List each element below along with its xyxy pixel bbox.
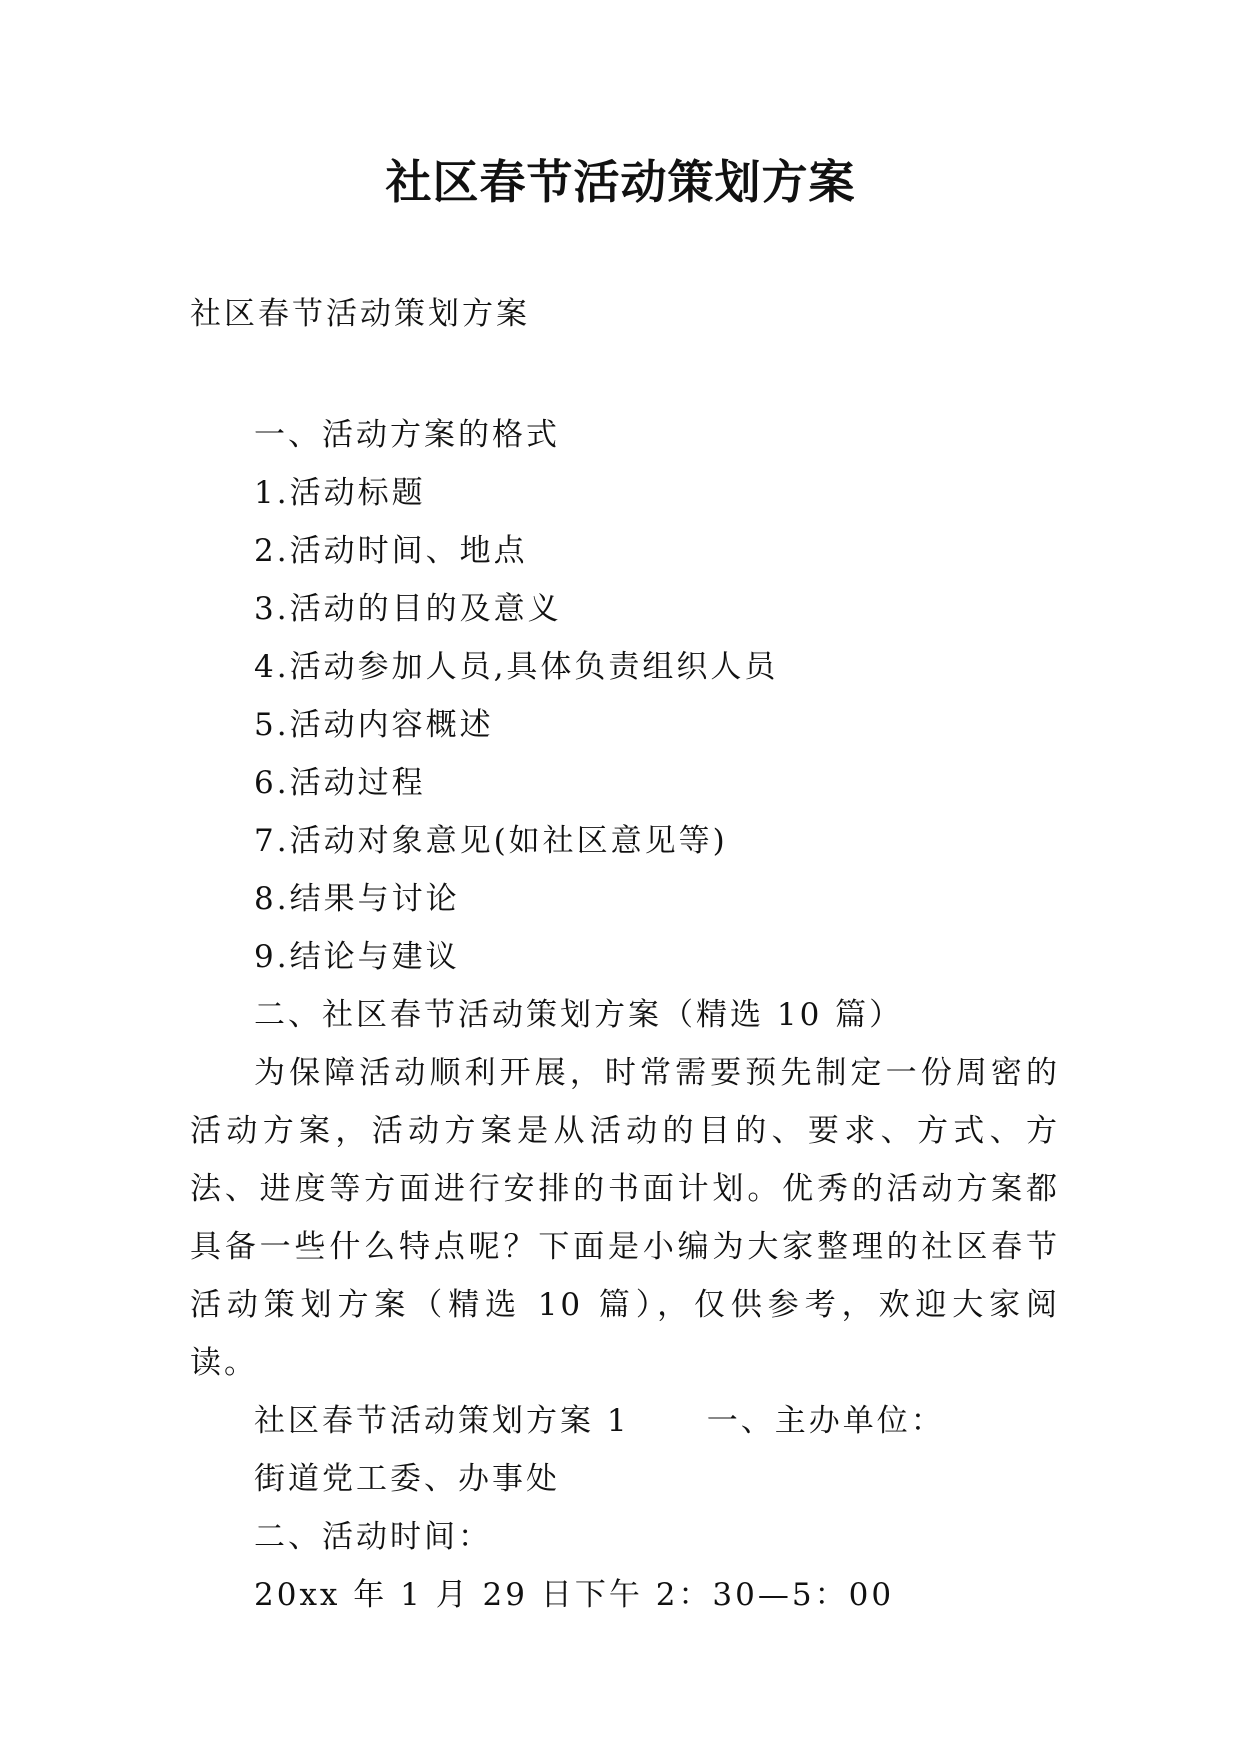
document-subtitle: 社区春节活动策划方案 [190,296,530,332]
intro-paragraph: 为保障活动顺利开展，时常需要预先制定一份周密的活动方案，活动方案是从活动的目的、要求、方式、方法、进度等方面进行安排的书面计划。优秀的活动方案都具备一些什么特点呢？下面是小编为大家整理的社区春节活动策划方案（精选 10 篇），仅供参考，欢迎大家阅读。 [190,1055,1060,1381]
plan1-section-organizer: 一、主办单位： [706,1403,945,1439]
document-body [190,406,1060,1624]
list-item: 2.活动时间、地点 [254,533,528,569]
list-item: 4.活动参加人员,具体负责组织人员 [254,649,779,685]
section-time-heading: 二、活动时间： [254,1519,492,1555]
list-item: 7.活动对象意见(如社区意见等) [254,823,728,859]
plan1-heading-line [190,1392,1060,1450]
list-item: 3.活动的目的及意义 [254,591,562,627]
event-time: 20xx 年 1 月 29 日下午 2：30—5：00 [254,1577,895,1613]
list-item: 9.结论与建议 [254,939,460,975]
list-item: 8.结果与讨论 [254,881,460,917]
document-title: 社区春节活动策划方案 [385,155,856,209]
list-item: 5.活动内容概述 [254,707,494,743]
section-heading-format: 一、活动方案的格式 [254,417,560,453]
organizer-text: 街道党工委、办事处 [254,1461,560,1497]
section-heading-plans: 二、社区春节活动策划方案（精选 10 篇） [254,997,904,1033]
list-item: 6.活动过程 [254,765,426,801]
plan1-heading: 社区春节活动策划方案 1 [254,1403,630,1439]
list-item: 1.活动标题 [254,475,426,511]
